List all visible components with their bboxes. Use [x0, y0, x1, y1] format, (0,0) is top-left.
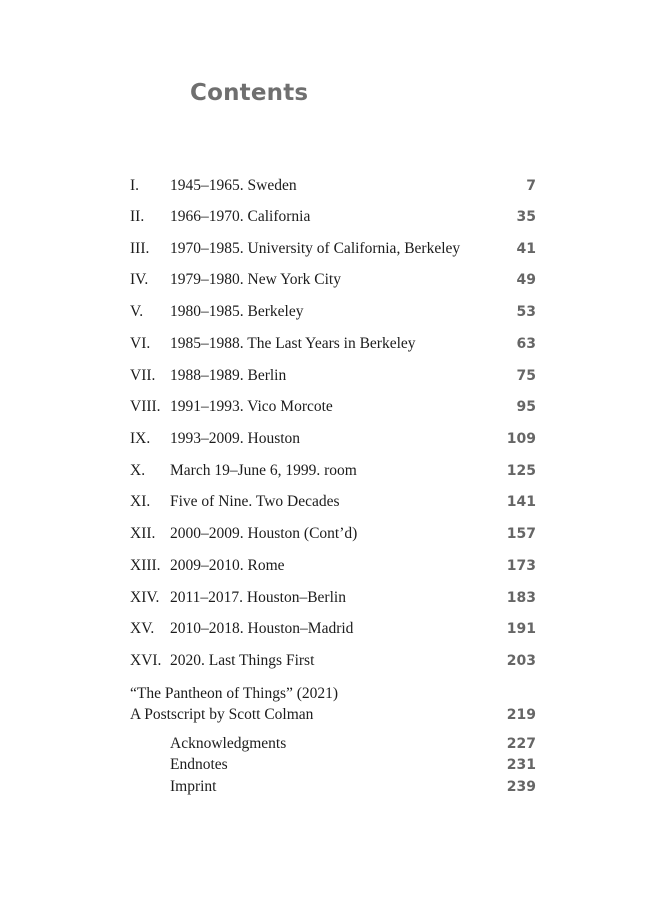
chapter-title: 1970–1985. University of California, Berkeley: [170, 240, 461, 257]
page-number: 231: [506, 757, 536, 773]
toc-entry: [130, 554, 536, 578]
backmatter-title: Imprint: [170, 778, 217, 795]
toc-entry-postscript: [130, 683, 536, 727]
toc-entry: [130, 395, 536, 419]
chapter-number: XVI.: [130, 652, 162, 669]
page-number: 63: [516, 336, 536, 352]
chapter-title: 1945–1965. Sweden: [170, 177, 297, 194]
page-number: 41: [516, 241, 536, 257]
chapter-title: March 19–June 6, 1999. room: [170, 462, 357, 479]
chapter-number: X.: [130, 462, 146, 479]
page-number: 183: [506, 590, 536, 606]
toc-entry: [130, 174, 536, 198]
postscript-byline: A Postscript by Scott Colman: [130, 706, 314, 723]
page-number: 173: [506, 558, 536, 574]
page-number: 157: [506, 526, 536, 542]
toc-entry: [130, 300, 536, 324]
toc-entry: [130, 427, 536, 451]
page-number: 141: [506, 494, 536, 510]
page-title: Contents: [190, 80, 309, 106]
page-number: 125: [506, 463, 536, 479]
page-number: 219: [506, 707, 536, 723]
toc-entry: [130, 268, 536, 292]
chapter-number: XV.: [130, 620, 155, 637]
backmatter-title: Endnotes: [170, 756, 228, 773]
toc-entry-backmatter: [170, 733, 536, 755]
toc-entry: [130, 617, 536, 641]
chapter-number: IX.: [130, 430, 151, 447]
chapter-number: XII.: [130, 525, 156, 542]
chapter-title: 2000–2009. Houston (Cont’d): [170, 525, 358, 542]
page-number: 203: [506, 653, 536, 669]
chapter-title: 2020. Last Things First: [170, 652, 315, 669]
chapter-number: I.: [130, 177, 140, 194]
toc-entry-backmatter: [170, 754, 536, 776]
page-number: 53: [516, 304, 536, 320]
page-number: 227: [506, 736, 536, 752]
backmatter-title: Acknowledgments: [170, 735, 287, 752]
toc-entry: [130, 237, 536, 261]
page-number: 109: [506, 431, 536, 447]
page-number: 7: [526, 178, 536, 194]
toc-entry: [130, 332, 536, 356]
chapter-title: 1966–1970. California: [170, 208, 311, 225]
toc-entry: [130, 205, 536, 229]
chapter-number: XIII.: [130, 557, 161, 574]
page-number: 95: [516, 399, 536, 415]
chapter-title: 2010–2018. Houston–Madrid: [170, 620, 354, 637]
chapter-number: III.: [130, 240, 150, 257]
chapter-title: 1985–1988. The Last Years in Berkeley: [170, 335, 416, 352]
chapter-title: 1991–1993. Vico Morcote: [170, 398, 333, 415]
toc-entry: [130, 522, 536, 546]
page-number: 75: [516, 368, 536, 384]
chapter-title: 2011–2017. Houston–Berlin: [170, 589, 346, 606]
page-number: 35: [516, 209, 536, 225]
chapter-title: 1993–2009. Houston: [170, 430, 301, 447]
chapter-title: 1980–1985. Berkeley: [170, 303, 304, 320]
chapter-number: IV.: [130, 271, 149, 288]
chapter-number: XI.: [130, 493, 151, 510]
chapter-number: II.: [130, 208, 145, 225]
chapter-title: 2009–2010. Rome: [170, 557, 285, 574]
chapter-title: 1988–1989. Berlin: [170, 367, 287, 384]
chapter-title: Five of Nine. Two Decades: [170, 493, 340, 510]
toc-entry: [130, 459, 536, 483]
page-number: 49: [516, 272, 536, 288]
toc-entry: [130, 586, 536, 610]
chapter-number: VI.: [130, 335, 151, 352]
toc-entry-backmatter: [170, 776, 536, 798]
toc-entry: [130, 490, 536, 514]
chapter-title: 1979–1980. New York City: [170, 271, 341, 288]
chapter-number: V.: [130, 303, 144, 320]
chapter-number: XIV.: [130, 589, 160, 606]
page-number: 239: [506, 779, 536, 795]
toc-entry: [130, 649, 536, 673]
chapter-number: VII.: [130, 367, 156, 384]
toc-entry: [130, 364, 536, 388]
postscript-title: “The Pantheon of Things” (2021): [130, 685, 339, 702]
page-number: 191: [506, 621, 536, 637]
chapter-number: VIII.: [130, 398, 161, 415]
